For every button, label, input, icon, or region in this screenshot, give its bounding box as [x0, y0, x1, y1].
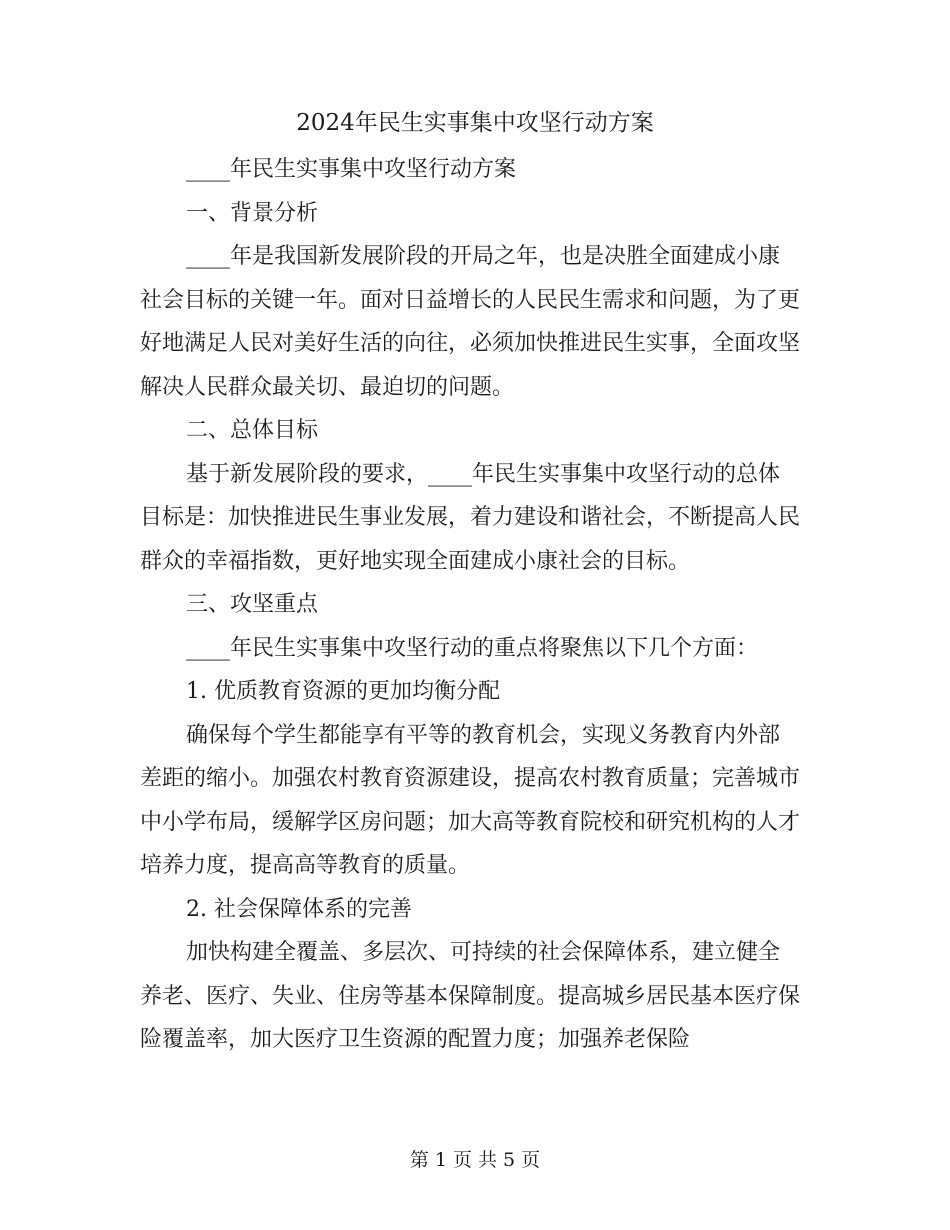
- paragraph-social-security: 加快构建全覆盖、多层次、可持续的社会保障体系，建立健全养老、医疗、失业、住房等基本保障制度。提高城乡居民基本医疗保险覆盖率，加大医疗卫生资源的配置力度；加强养老保险: [140, 940, 801, 1052]
- heading-overall-goal: 二、总体目标: [186, 418, 319, 443]
- page-footer: 第 1 页 共 5 页: [409, 1149, 541, 1171]
- paragraph-education: 确保每个学生都能享有平等的教育机会，实现义务教育内外部差距的缩小。加强农村教育资源建设，提高农村教育质量；完善城市中小学布局，缓解学区房问题；加大高等教育院校和研究机构的人才培养力度，提高高等教育的质量。: [140, 722, 801, 878]
- paragraph-background: ____年是我国新发展阶段的开局之年，也是决胜全面建成小康社会目标的关键一年。面对日益增长的人民民生需求和问题，为了更好地满足人民对美好生活的向往，必须加快推进民生实事，全面攻坚解决人民群众最关切、最迫切的问题。: [140, 244, 801, 400]
- paragraph-overall-goal: 基于新发展阶段的要求，____年民生实事集中攻坚行动的总体目标是：加快推进民生事业发展，着力建设和谐社会，不断提高人民群众的幸福指数，更好地实现全面建成小康社会的目标。: [140, 461, 801, 574]
- paragraph-subtitle: ____年民生实事集中攻坚行动方案: [186, 157, 517, 182]
- paragraph-key-points-intro: ____年民生实事集中攻坚行动的重点将聚焦以下几个方面：: [186, 635, 759, 661]
- document-body: [140, 148, 800, 1062]
- subheading-social-security: 2. 社会保障体系的完善: [186, 896, 412, 922]
- subheading-education: 1. 优质教育资源的更加均衡分配: [186, 679, 500, 704]
- heading-background: 一、背景分析: [186, 200, 319, 226]
- document-title: 2024年民生实事集中攻坚行动方案: [296, 110, 654, 136]
- heading-key-points: 三、攻坚重点: [186, 592, 319, 617]
